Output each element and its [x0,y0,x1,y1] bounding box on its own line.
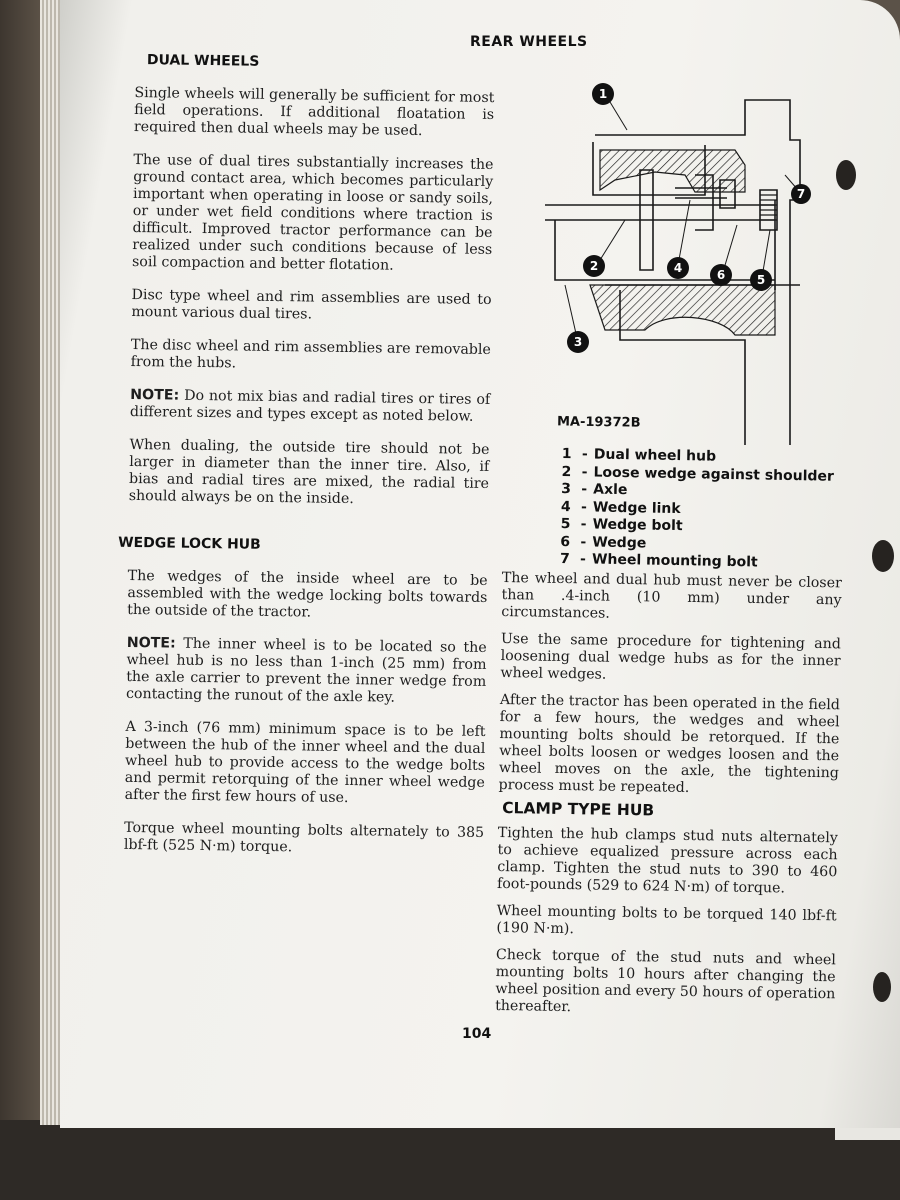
legend-item: 6 - Wedge [560,533,647,551]
callout-4 [667,257,689,279]
note-text: Do not mix bias and radial tires or tires of different sizes and types except as noted below. [129,387,491,425]
note-paragraph [126,635,487,708]
callout-3 [567,331,589,353]
callout-5 [750,269,772,291]
note-label: NOTE: [130,386,180,404]
section-title-wedge-lock-hub: WEDGE LOCK HUB [118,534,261,553]
paragraph: The use of dual tires substantially increases the ground contact area, which becomes particularly important when operating in loose or sandy soils, or under wet field conditions where traction is difficult. Improved tractor performance can be realized under such conditions because of less soil compaction and better flotation. [131,151,494,274]
floor-shadow [0,1120,900,1200]
right-column [495,570,842,1036]
note-paragraph [130,387,490,426]
paragraph: When dualing, the outside tire should not be larger in diameter than the inner tire. Also, if bias and radial tires are mixed, the radial tire should always be on the inside. [128,436,490,508]
svg-text:1: 1 [598,87,608,101]
paragraph: Wheel mounting bolts to be torqued 140 lbf-ft (190 N·m). [496,902,837,938]
figure-id: MA-19372B [556,414,641,431]
left-column [118,52,495,875]
svg-text:6: 6 [716,268,726,282]
legend-item: 5 - Wedge bolt [560,515,683,535]
note-label: NOTE: [126,634,176,652]
hub-cross-section-diagram [545,80,815,445]
callout-6 [710,264,732,286]
callout-2 [583,255,605,277]
section-title-dual-wheels: DUAL WHEELS [146,52,260,70]
legend-item: 3 - Axle [561,480,628,499]
paragraph: Disc type wheel and rim assemblies are used to mount various dual tires. [131,286,492,323]
svg-text:7: 7 [796,187,806,201]
paragraph: Use the same procedure for tightening and loosening dual wedge hubs as for the inner wheel wedges. [500,630,841,683]
legend-item: 2 - Loose wedge against shoulder [561,463,835,485]
callout-7 [791,184,811,204]
binder-hole-middle [872,540,894,572]
paragraph: Single wheels will generally be sufficient for most field operations. If additional floatation is required then dual wheels may be used. [133,84,495,140]
binder-hole-bottom [873,972,891,1002]
svg-text:4: 4 [673,261,683,275]
paragraph: Tighten the hub clamps stud nuts alternately to achieve equalized pressure across each clamp. Tighten the stud nuts to 390 to 460 foot-pounds (529 to 624 N·m) of torque. [496,824,838,897]
paragraph: The wedges of the inside wheel are to be assembled with the wedge locking bolts towards the outside of the tractor. [127,567,488,621]
paragraph: After the tractor has been operated in the field for a few hours, the wedges and wheel mounting bolts should be retorqued. If the wheel bolts loosen or wedges loosen and the wheel moves on the axle, the tightening process must be repeated. [498,691,841,796]
binder-hole-top [836,160,856,190]
paragraph: A 3-inch (76 mm) minimum space is to be left between the hub of the inner wheel and the dual wheel hub to provide access to the wedge bolts and permit retorquing of the inner wheel wedge after the first few hours of use. [124,718,486,807]
paragraph: Check torque of the stud nuts and wheel mounting bolts 10 hours after changing the wheel position and every 50 hours of operation thereafter. [495,946,837,1016]
callout-1 [592,83,614,105]
figure-legend [560,446,834,573]
svg-text:5: 5 [756,273,766,287]
svg-text:3: 3 [573,335,583,349]
note-text: The inner wheel is to be located so the wheel hub is no less than 1-inch (25 mm) from the axle carrier to prevent the inner wedge from contacting the runout of the axle key. [125,635,487,706]
page-number: 104 [462,1026,492,1042]
legend-item: 4 - Wedge link [560,498,681,517]
svg-text:2: 2 [589,259,599,273]
legend-item: 7 - Wheel mounting bolt [559,550,758,571]
paragraph: Torque wheel mounting bolts alternately to 385 lbf-ft (525 N·m) torque. [123,819,485,856]
section-title-clamp-type-hub: CLAMP TYPE HUB [502,799,655,820]
legend-item: 1 - Dual wheel hub [561,446,717,465]
running-header: REAR WHEELS [470,34,588,50]
paragraph: The wheel and dual hub must never be closer than .4-inch (10 mm) under any circumstances. [501,570,842,622]
paragraph: The disc wheel and rim assemblies are removable from the hubs. [130,336,491,372]
